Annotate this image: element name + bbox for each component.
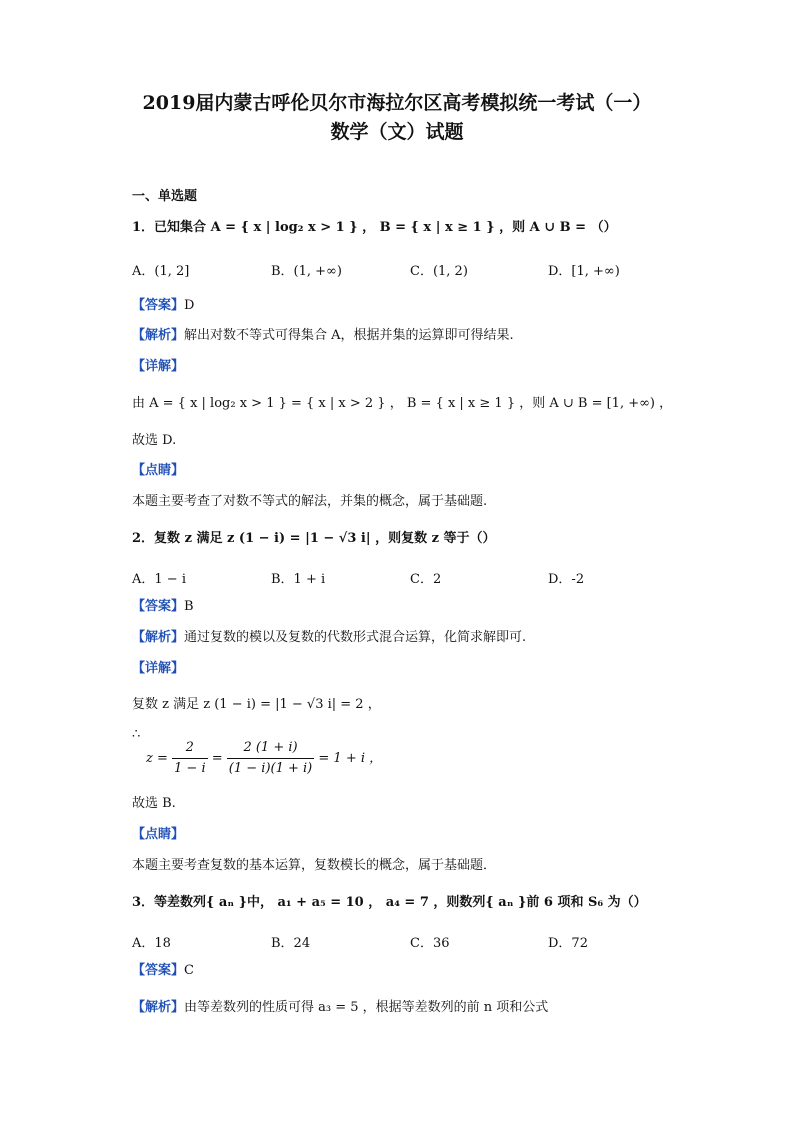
- question-1-answer: [132, 297, 194, 315]
- question-3-stem: 3．等差数列{ aₙ }中， a₁ + a₅ = 10 ， a₄ = 7 ，则数列{ aₙ }前 6 项和 S₆ 为（）: [132, 895, 647, 910]
- question-2-option-c: C．2: [410, 572, 442, 587]
- fraction-1-numerator: 2: [172, 738, 208, 759]
- question-3-option-b: B．24: [271, 936, 311, 951]
- answer-label: 【答案】: [132, 298, 185, 313]
- fraction-2-numerator: 2 (1 + i): [227, 738, 314, 759]
- analysis-label: 【解析】: [132, 1000, 185, 1015]
- answer-label: 【答案】: [132, 963, 185, 978]
- question-3-option-c: C．36: [410, 936, 450, 951]
- question-3-answer: [132, 962, 194, 980]
- analysis-text: 通过复数的模以及复数的代数形式混合运算，化简求解即可.: [184, 630, 527, 645]
- therefore-symbol: ∴: [132, 727, 141, 742]
- fraction-1-denominator: 1 − i: [174, 761, 206, 776]
- analysis-text: 解出对数不等式可得集合 A，根据并集的运算即可得结果.: [184, 328, 514, 343]
- question-1-detail-line-2: 故选 D.: [132, 433, 177, 448]
- question-2-comment-label: 【点睛】: [132, 827, 185, 842]
- equation-lhs: z =: [146, 751, 168, 766]
- analysis-text: 由等差数列的性质可得 a₃ = 5 ，根据等差数列的前 n 项和公式: [184, 1000, 549, 1015]
- question-2-stem: 2．复数 z 满足 z (1 − i) = |1 − √3 i| ，则复数 z 等于（）: [132, 531, 496, 546]
- question-3-option-a: A．18: [132, 936, 171, 951]
- document-subtitle: 数学（文）试题: [330, 121, 464, 143]
- fraction-1: [172, 738, 208, 779]
- analysis-label: 【解析】: [132, 630, 185, 645]
- question-3-option-d: D．72: [548, 936, 588, 951]
- question-2-answer: [132, 598, 194, 616]
- question-2-detail-line-1: 复数 z 满足 z (1 − i) = |1 − √3 i| = 2 ，: [132, 697, 381, 712]
- question-1-stem: 1．已知集合 A = { x | log₂ x > 1 } ， B = { x | x ≥ 1 } ，则 A ∪ B = （）: [132, 220, 617, 235]
- question-1-option-c: C．(1, 2): [410, 264, 468, 279]
- question-1-comment: 本题主要考查了对数不等式的解法，并集的概念，属于基础题.: [132, 494, 488, 509]
- question-1-option-a: A．(1, 2]: [132, 264, 190, 279]
- question-2-detail-end: 故选 B.: [132, 796, 176, 811]
- question-2-option-d: D．-2: [548, 572, 585, 587]
- answer-value: D: [184, 298, 195, 313]
- question-3-analysis: [132, 999, 548, 1017]
- fraction-2-denominator: (1 − i)(1 + i): [228, 761, 313, 776]
- question-2-analysis: [132, 629, 526, 647]
- question-2-comment: 本题主要考查复数的基本运算，复数模长的概念，属于基础题．: [132, 858, 497, 873]
- analysis-label: 【解析】: [132, 328, 185, 343]
- question-1-option-b: B．(1, +∞): [271, 264, 342, 279]
- answer-value: C: [184, 963, 194, 978]
- section-heading: 一、单选题: [132, 189, 198, 204]
- question-1-analysis: [132, 327, 514, 345]
- equation-rhs: = 1 + i ，: [318, 751, 383, 766]
- question-1-comment-label: 【点睛】: [132, 463, 185, 478]
- answer-value: B: [184, 599, 194, 614]
- answer-label: 【答案】: [132, 599, 185, 614]
- question-2-option-b: B．1 + i: [271, 572, 326, 587]
- equation-mid: =: [211, 751, 223, 766]
- question-1-detail-label: 【详解】: [132, 359, 185, 374]
- document-title: 2019届内蒙古呼伦贝尔市海拉尔区高考模拟统一考试（一）: [142, 92, 652, 114]
- question-1-option-d: D．[1, +∞): [548, 264, 620, 279]
- question-2-detail-label: 【详解】: [132, 661, 185, 676]
- question-2-equation: [146, 738, 382, 779]
- question-1-detail-line-1: 由 A = { x | log₂ x > 1 } = { x | x > 2 } ， B = { x | x ≥ 1 } ，则 A ∪ B = [1, +∞) ，: [132, 396, 673, 411]
- fraction-2: [227, 738, 314, 779]
- question-2-option-a: A．1 − i: [132, 572, 186, 587]
